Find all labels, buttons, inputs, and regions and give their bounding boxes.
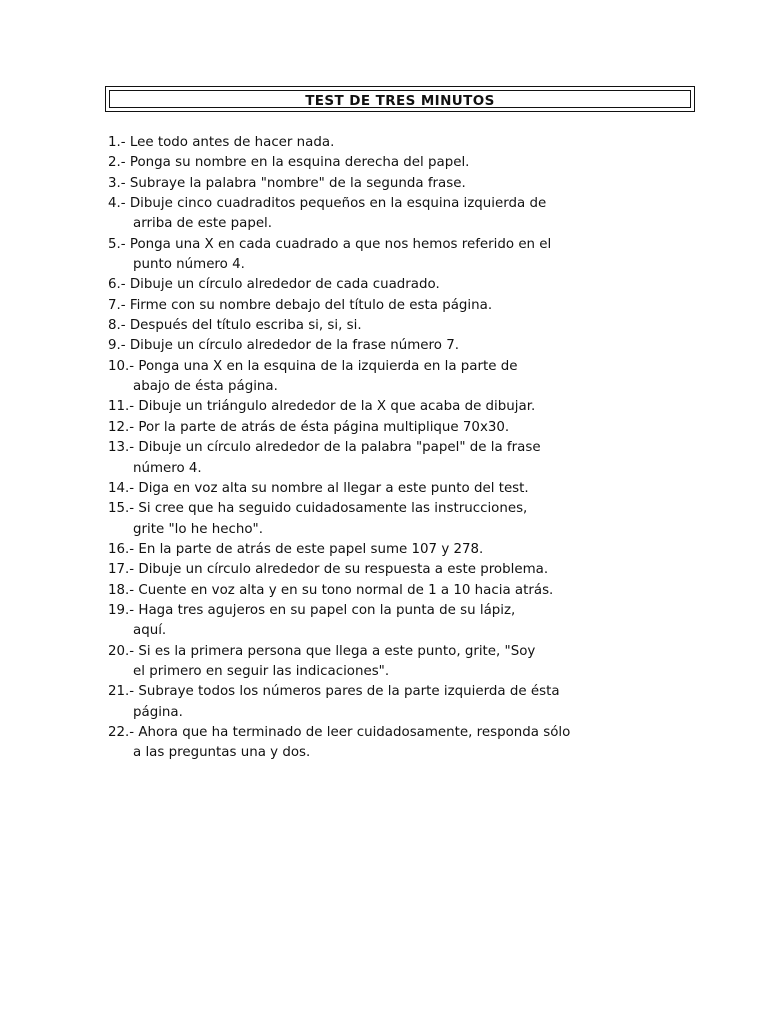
instruction-item <box>108 642 708 683</box>
instruction-text: 4.- Dibuje cinco cuadraditos pequeños en la esquina izquierda de <box>108 196 547 212</box>
title-box <box>105 86 695 112</box>
instruction-text: 2.- Ponga su nombre en la esquina derecha del papel. <box>108 155 470 171</box>
instruction-item <box>108 153 708 173</box>
instruction-item <box>108 174 708 194</box>
instruction-text: 5.- Ponga una X en cada cuadrado a que nos hemos referido en el <box>108 236 552 252</box>
instruction-text: 14.- Diga en voz alta su nombre al llegar a este punto del test. <box>108 480 529 496</box>
instruction-text: 12.- Por la parte de atrás de ésta página multiplique 70x30. <box>108 419 510 435</box>
instruction-item <box>108 235 708 276</box>
instruction-continuation: grite "lo he hecho". <box>133 521 263 537</box>
instruction-text: 6.- Dibuje un círculo alrededor de cada cuadrado. <box>108 277 440 293</box>
instruction-text: 19.- Haga tres agujeros en su papel con la punta de su lápiz, <box>108 602 516 618</box>
instruction-item <box>108 560 708 580</box>
instruction-text: 8.- Después del título escriba si, si, si. <box>108 318 362 334</box>
title-box-inner-border <box>109 90 691 108</box>
instruction-list <box>108 133 708 764</box>
instruction-item <box>108 357 708 398</box>
instruction-item <box>108 540 708 560</box>
instruction-continuation: abajo de ésta página. <box>133 379 278 395</box>
instruction-text: 11.- Dibuje un triángulo alrededor de la X que acaba de dibujar. <box>108 399 536 415</box>
instruction-text: 3.- Subraye la palabra "nombre" de la segunda frase. <box>108 175 466 191</box>
instruction-continuation: a las preguntas una y dos. <box>133 745 311 761</box>
instruction-item <box>108 581 708 601</box>
instruction-text: 13.- Dibuje un círculo alrededor de la palabra "papel" de la frase <box>108 440 541 456</box>
instruction-continuation: arriba de este papel. <box>133 216 273 232</box>
instruction-text: 15.- Si cree que ha seguido cuidadosamente las instrucciones, <box>108 501 528 517</box>
instruction-text: 16.- En la parte de atrás de este papel sume 107 y 278. <box>108 541 484 557</box>
instruction-item <box>108 438 708 479</box>
instruction-item <box>108 479 708 499</box>
instruction-item <box>108 499 708 540</box>
instruction-text: 18.- Cuente en voz alta y en su tono normal de 1 a 10 hacia atrás. <box>108 582 554 598</box>
instruction-item <box>108 336 708 356</box>
instruction-item <box>108 601 708 642</box>
instruction-item <box>108 275 708 295</box>
instruction-item <box>108 296 708 316</box>
instruction-item <box>108 682 708 723</box>
instruction-continuation: página. <box>133 704 183 720</box>
instruction-continuation: aquí. <box>133 623 167 639</box>
instruction-item <box>108 397 708 417</box>
instruction-text: 22.- Ahora que ha terminado de leer cuidadosamente, responda sólo <box>108 724 571 740</box>
instruction-text: 10.- Ponga una X en la esquina de la izquierda en la parte de <box>108 358 518 374</box>
instruction-continuation: número 4. <box>133 460 202 476</box>
instruction-text: 20.- Si es la primera persona que llega a este punto, grite, "Soy <box>108 643 536 659</box>
instruction-item <box>108 133 708 153</box>
instruction-text: 9.- Dibuje un círculo alrededor de la frase número 7. <box>108 338 459 354</box>
instruction-item <box>108 418 708 438</box>
instruction-text: 17.- Dibuje un círculo alrededor de su respuesta a este problema. <box>108 562 549 578</box>
instruction-continuation: punto número 4. <box>133 257 245 273</box>
instruction-item <box>108 316 708 336</box>
instruction-text: 1.- Lee todo antes de hacer nada. <box>108 135 335 150</box>
instruction-continuation: el primero en seguir las indicaciones". <box>133 663 390 679</box>
instruction-item <box>108 194 708 235</box>
document-title: TEST DE TRES MINUTOS <box>305 93 495 109</box>
instruction-text: 7.- Firme con su nombre debajo del título de esta página. <box>108 297 493 313</box>
instruction-text: 21.- Subraye todos los números pares de la parte izquierda de ésta <box>108 684 560 700</box>
instruction-item <box>108 723 708 764</box>
